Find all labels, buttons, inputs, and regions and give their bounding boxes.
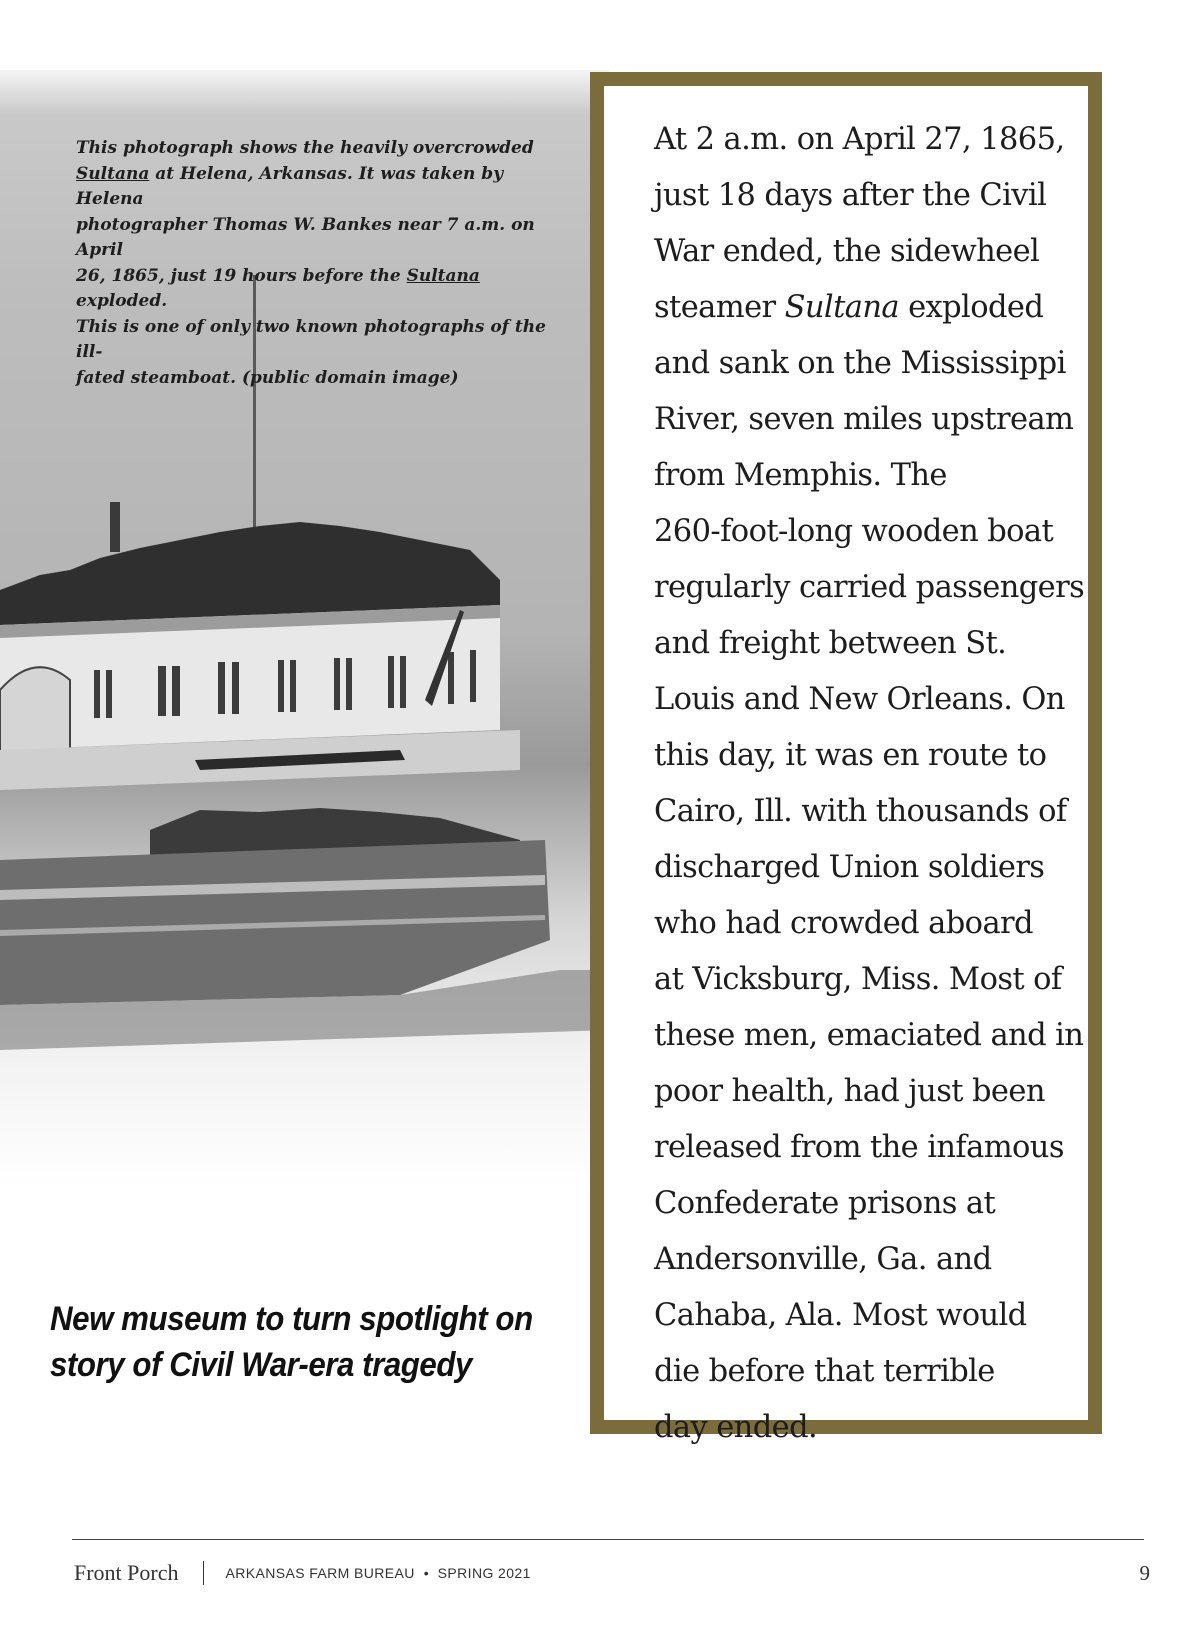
text-line: poor health, had just been (654, 1074, 1045, 1109)
headline-line-1: New museum to turn spotlight on (50, 1300, 533, 1338)
text-line: from Memphis. The (654, 458, 947, 493)
text-line: discharged Union soldiers (654, 850, 1045, 885)
publication-name: ARKANSAS FARM BUREAU (225, 1565, 415, 1581)
text-line: just 18 days after the Civil (654, 178, 1047, 213)
text-line: these men, emaciated and in (654, 1018, 1084, 1053)
headline-line-2: story of Civil War-era tragedy (50, 1346, 472, 1384)
text-line: At 2 a.m. on April 27, 1865, (654, 122, 1065, 157)
article-headline (50, 1296, 565, 1388)
ship-name: Sultana (76, 163, 150, 184)
caption-line: 26, 1865, just 19 hours before the Sultana exploded. (76, 265, 480, 311)
caption-line: fated steamboat. (public domain image) (76, 367, 459, 388)
text-line: released from the infamous (654, 1130, 1064, 1165)
text-line: 260-foot-long wooden boat (654, 514, 1054, 549)
text-line: at Vicksburg, Miss. Most of (654, 962, 1062, 997)
caption-line: photographer Thomas W. Bankes near 7 a.m. on April (76, 214, 535, 260)
text-line: Cairo, Ill. with thousands of (654, 794, 1067, 829)
page-number: 9 (1139, 1561, 1150, 1585)
text-line: die before that terrible (654, 1354, 995, 1389)
footer-divider (72, 1539, 1144, 1540)
footer (74, 1558, 531, 1588)
issue-label: SPRING 2021 (437, 1565, 531, 1581)
text-line: Andersonville, Ga. and (654, 1242, 992, 1277)
caption-line: This photograph shows the heavily overcrowded (76, 138, 534, 158)
text-line: steamer Sultana exploded (654, 290, 1044, 325)
ship-name: Sultana (784, 290, 899, 325)
text-line: this day, it was en route to (654, 738, 1047, 773)
caption-line: Sultana at Helena, Arkansas. It was taken by Helena (76, 163, 504, 209)
steamboat-photo (0, 70, 610, 1190)
sidebar-text (654, 112, 1104, 1456)
text-line: regularly carried passengers (654, 570, 1085, 605)
text-line: who had crowded aboard (654, 906, 1033, 941)
magazine-brand: Front Porch (74, 1560, 179, 1585)
text-line: and freight between St. (654, 626, 1007, 661)
text-line: and sank on the Mississippi (654, 346, 1066, 381)
text-line: Confederate prisons at (654, 1186, 996, 1221)
footer-separator (203, 1561, 204, 1585)
caption-line: This is one of only two known photographs of the ill- (76, 316, 546, 362)
ship-name: Sultana (406, 265, 480, 286)
text-line: River, seven miles upstream (654, 402, 1074, 437)
text-line: day ended. (654, 1410, 818, 1445)
text-line: War ended, the sidewheel (654, 234, 1040, 269)
photo-caption (76, 136, 556, 391)
text-line: Louis and New Orleans. On (654, 682, 1065, 717)
bullet-dot: • (423, 1565, 429, 1581)
text-line: Cahaba, Ala. Most would (654, 1298, 1027, 1333)
